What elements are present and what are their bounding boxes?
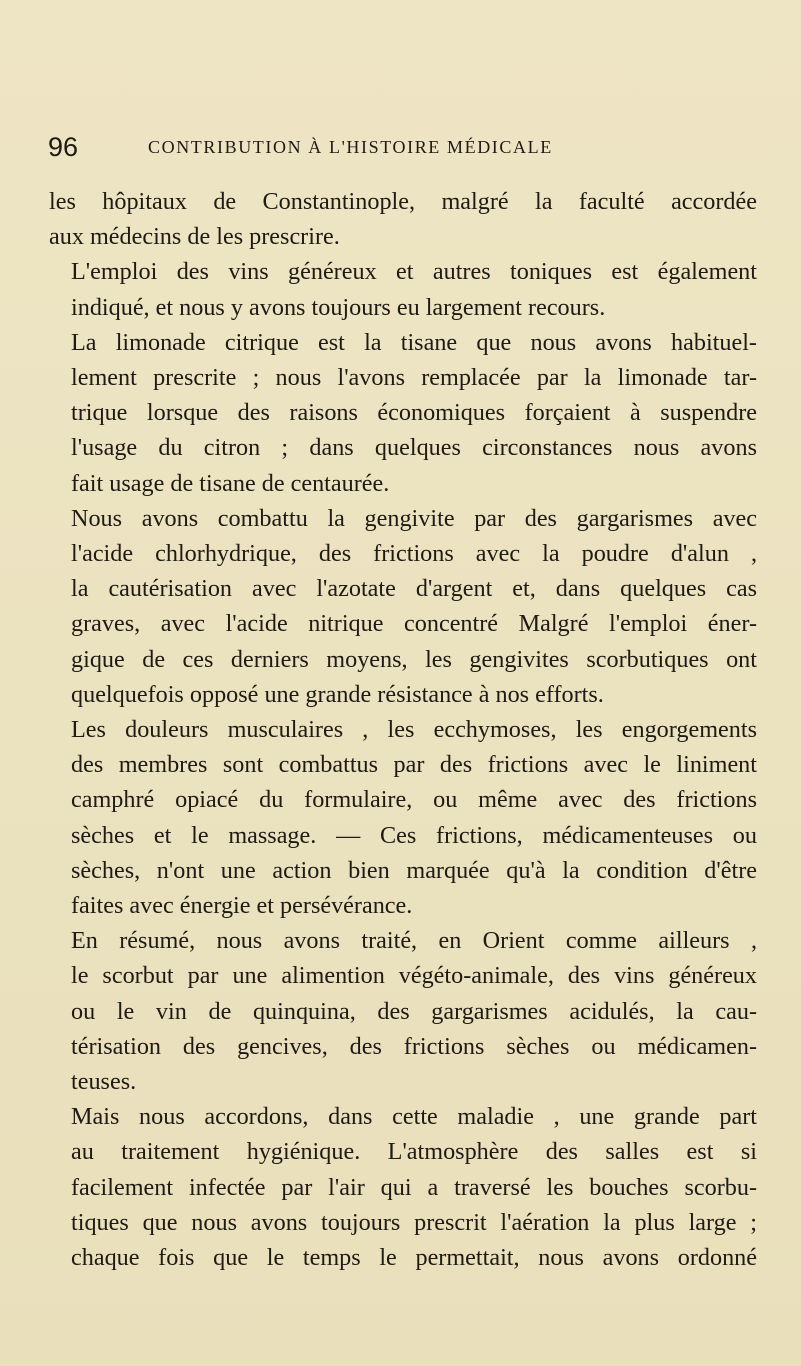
text-line: l'acide chlorhydrique, des frictions avec la poudre d'alun , bbox=[71, 540, 757, 568]
text-line: des membres sont combattus par des frictions avec le liniment bbox=[71, 751, 757, 779]
text-line: faites avec énergie et persévérance. bbox=[71, 892, 413, 920]
paragraph bbox=[49, 254, 757, 324]
text-line: teuses. bbox=[71, 1068, 137, 1096]
paragraph bbox=[49, 501, 757, 712]
text-line: au traitement hygiénique. L'atmosphère des salles est si bbox=[71, 1138, 757, 1166]
text-line: indiqué, et nous y avons toujours eu largement recours. bbox=[71, 293, 606, 321]
text-line: les hôpitaux de Constantinople, malgré la faculté accordée bbox=[49, 188, 757, 215]
text-line: lement prescrite ; nous l'avons remplacée par la limonade tar- bbox=[71, 364, 757, 392]
text-line: fait usage de tisane de centaurée. bbox=[71, 469, 390, 497]
text-line: chaque fois que le temps le permettait, nous avons ordonné bbox=[71, 1244, 757, 1272]
text-line: Nous avons combattu la gengivite par des gargarismes avec bbox=[71, 504, 757, 532]
paragraph bbox=[49, 712, 757, 923]
paragraph bbox=[49, 184, 757, 254]
text-line: gique de ces derniers moyens, les gengivites scorbutiques ont bbox=[71, 645, 757, 673]
paragraph bbox=[49, 1099, 757, 1275]
text-line: l'usage du citron ; dans quelques circonstances nous avons bbox=[71, 434, 757, 462]
body-text bbox=[49, 184, 757, 1275]
text-line: aux médecins de les prescrire. bbox=[49, 223, 340, 251]
text-line: la cautérisation avec l'azotate d'argent et, dans quelques cas bbox=[71, 575, 757, 603]
text-line: térisation des gencives, des frictions sèches ou médicamen- bbox=[71, 1032, 757, 1060]
text-line: facilement infectée par l'air qui a traversé les bouches scorbu- bbox=[71, 1173, 757, 1201]
text-line: ou le vin de quinquina, des gargarismes acidulés, la cau- bbox=[71, 997, 757, 1025]
text-line: Mais nous accordons, dans cette maladie , une grande part bbox=[71, 1103, 757, 1131]
paragraph bbox=[49, 923, 757, 1099]
text-line: le scorbut par une alimention végéto-animale, des vins généreux bbox=[71, 962, 757, 990]
text-line: sèches et le massage. — Ces frictions, médicamenteuses ou bbox=[71, 821, 757, 849]
text-line: quelquefois opposé une grande résistance à nos efforts. bbox=[71, 680, 604, 708]
text-line: En résumé, nous avons traité, en Orient comme ailleurs , bbox=[71, 927, 757, 955]
page-number: 96 bbox=[48, 132, 79, 162]
text-line: Les douleurs musculaires , les ecchymoses, les engorgements bbox=[71, 716, 757, 744]
text-line: camphré opiacé du formulaire, ou même avec des frictions bbox=[71, 786, 757, 814]
running-head-title: CONTRIBUTION À L'HISTOIRE MÉDICALE bbox=[148, 137, 553, 157]
paragraph bbox=[49, 325, 757, 501]
text-line: La limonade citrique est la tisane que nous avons habituel- bbox=[71, 328, 757, 356]
text-line: graves, avec l'acide nitrique concentré Malgré l'emploi éner- bbox=[71, 610, 757, 638]
text-line: trique lorsque des raisons économiques forçaient à suspendre bbox=[71, 399, 757, 427]
text-line: L'emploi des vins généreux et autres toniques est également bbox=[71, 258, 757, 286]
text-line: sèches, n'ont une action bien marquée qu'à la condition d'être bbox=[71, 856, 757, 884]
running-head bbox=[48, 128, 753, 168]
text-line: tiques que nous avons toujours prescrit l'aération la plus large ; bbox=[71, 1208, 757, 1236]
